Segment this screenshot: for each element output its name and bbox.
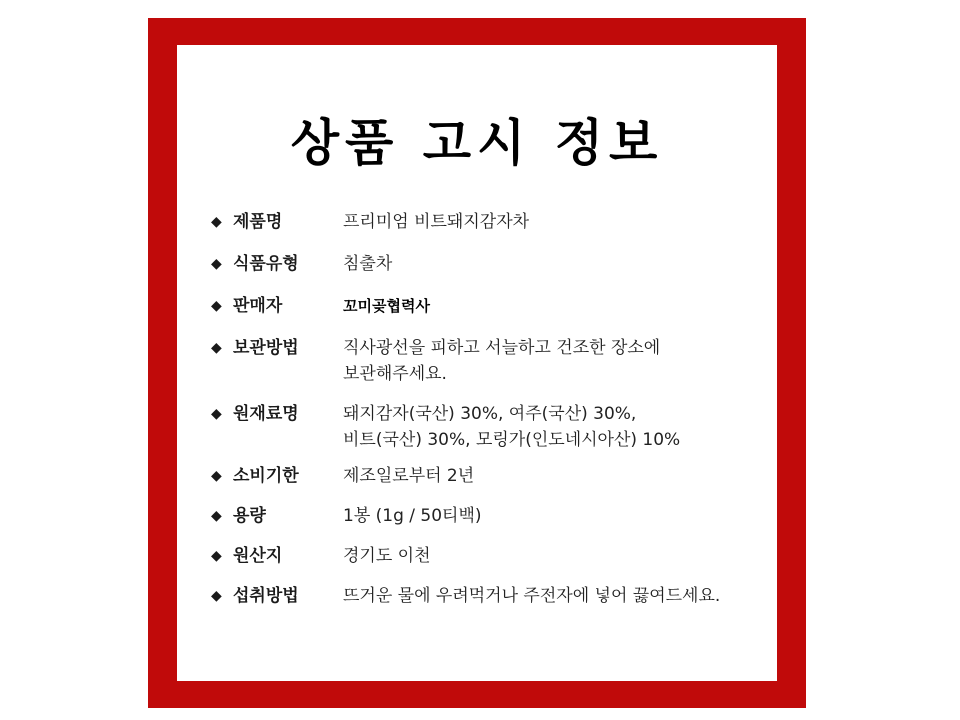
diamond-bullet-icon: ◆ [211,340,222,356]
info-row-capacity [211,503,777,529]
info-row-food-type [211,251,777,277]
row-value: 1봉 (1g / 50티백) [343,506,482,526]
info-row-seller [211,293,777,319]
row-label: ◆ 판매자 [211,293,343,319]
info-row-ingredients [211,401,777,453]
row-label: ◆ 식품유형 [211,251,343,277]
diamond-bullet-icon: ◆ [211,298,222,314]
diamond-bullet-icon: ◆ [211,468,222,484]
row-value: 꼬미곶협력사 [343,297,430,315]
row-label: ◆ 원산지 [211,543,343,569]
row-value: 돼지감자(국산) 30%, 여주(국산) 30%, 비트(국산) 30%, 모링가(인도네시아산) 10% [343,404,681,450]
info-row-expiry [211,463,777,489]
page-title: 상품 고시 정보 [290,114,664,172]
row-value: 직사광선을 피하고 서늘하고 건조한 장소에 보관해주세요. [343,338,661,384]
row-label: ◆ 용량 [211,503,343,529]
info-row-origin [211,543,777,569]
diamond-bullet-icon: ◆ [211,214,222,230]
row-value: 뜨거운 물에 우려먹거나 주전자에 넣어 끓여드세요. [343,586,721,606]
row-label: ◆ 보관방법 [211,335,343,387]
row-value: 프리미엄 비트돼지감자차 [343,212,530,232]
row-value: 경기도 이천 [343,546,431,566]
row-label: ◆ 원재료명 [211,401,343,453]
info-row-directions [211,583,777,609]
info-card [177,45,777,681]
row-label: ◆ 섭취방법 [211,583,343,609]
info-row-product-name [211,209,777,235]
diamond-bullet-icon: ◆ [211,508,222,524]
diamond-bullet-icon: ◆ [211,256,222,272]
info-row-storage [211,335,777,387]
row-value: 제조일로부터 2년 [343,466,475,486]
diamond-bullet-icon: ◆ [211,588,222,604]
diamond-bullet-icon: ◆ [211,548,222,564]
diamond-bullet-icon: ◆ [211,406,222,422]
row-label: ◆ 제품명 [211,209,343,235]
red-border-frame [148,18,806,708]
row-label: ◆ 소비기한 [211,463,343,489]
row-value: 침출차 [343,254,393,274]
